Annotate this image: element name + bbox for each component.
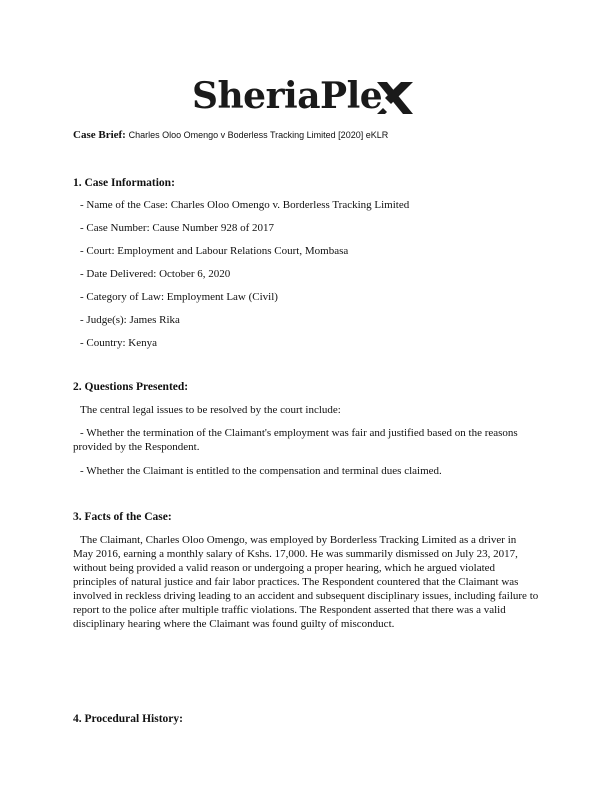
- case-info-item: - Name of the Case: Charles Oloo Omengo v. Borderless Tracking Limited: [80, 199, 410, 211]
- case-info-item: - Case Number: Cause Number 928 of 2017: [80, 222, 274, 234]
- question-item: - Whether the termination of the Claimant's employment was fair and justified based on the reasons provided by the Respondent.: [73, 427, 518, 453]
- case-info-item: - Country: Kenya: [80, 337, 157, 349]
- section-heading-questions-presented: 2. Questions Presented:: [73, 381, 189, 393]
- case-info-item: - Date Delivered: October 6, 2020: [80, 268, 231, 280]
- logo-x-mark-icon: [375, 78, 415, 118]
- section-heading-facts: 3. Facts of the Case:: [73, 511, 172, 523]
- facts-paragraph: The Claimant, Charles Oloo Omengo, was employed by Borderless Tracking Limited as a driver in May 2016, earning a monthly salary of Kshs. 17,000. He was summarily dismissed on July 23, 2017, without being provided a valid reason or undergoing a proper hearing, which he argued violated principles of natural justice and fair labor practices. The Respondent countered that the Claimant was involved in reckless driving leading to an accident and subsequent disciplinary issues, including failure to report to the police after multiple traffic violations. The Respondent asserted that there was a valid disciplinary hearing where the Claimant was found guilty of misconduct.: [73, 534, 539, 630]
- sheriaplex-logo: [192, 72, 432, 122]
- case-brief-name: Charles Oloo Omengo v Boderless Tracking Limited [2020] eKLR: [128, 130, 389, 140]
- case-info-item: - Category of Law: Employment Law (Civil): [80, 291, 278, 303]
- case-info-item: - Judge(s): James Rika: [80, 314, 180, 326]
- section-heading-case-information: 1. Case Information:: [73, 177, 175, 189]
- case-brief-label: Case Brief:: [73, 129, 126, 141]
- section-heading-procedural-history: 4. Procedural History:: [73, 713, 183, 725]
- question-item: - Whether the Claimant is entitled to the compensation and terminal dues claimed.: [80, 465, 442, 477]
- questions-intro: The central legal issues to be resolved by the court include:: [80, 404, 341, 416]
- logo-text: SheriaPle: [192, 75, 383, 117]
- case-brief-title: [73, 128, 553, 142]
- case-info-item: - Court: Employment and Labour Relations Court, Mombasa: [80, 245, 349, 257]
